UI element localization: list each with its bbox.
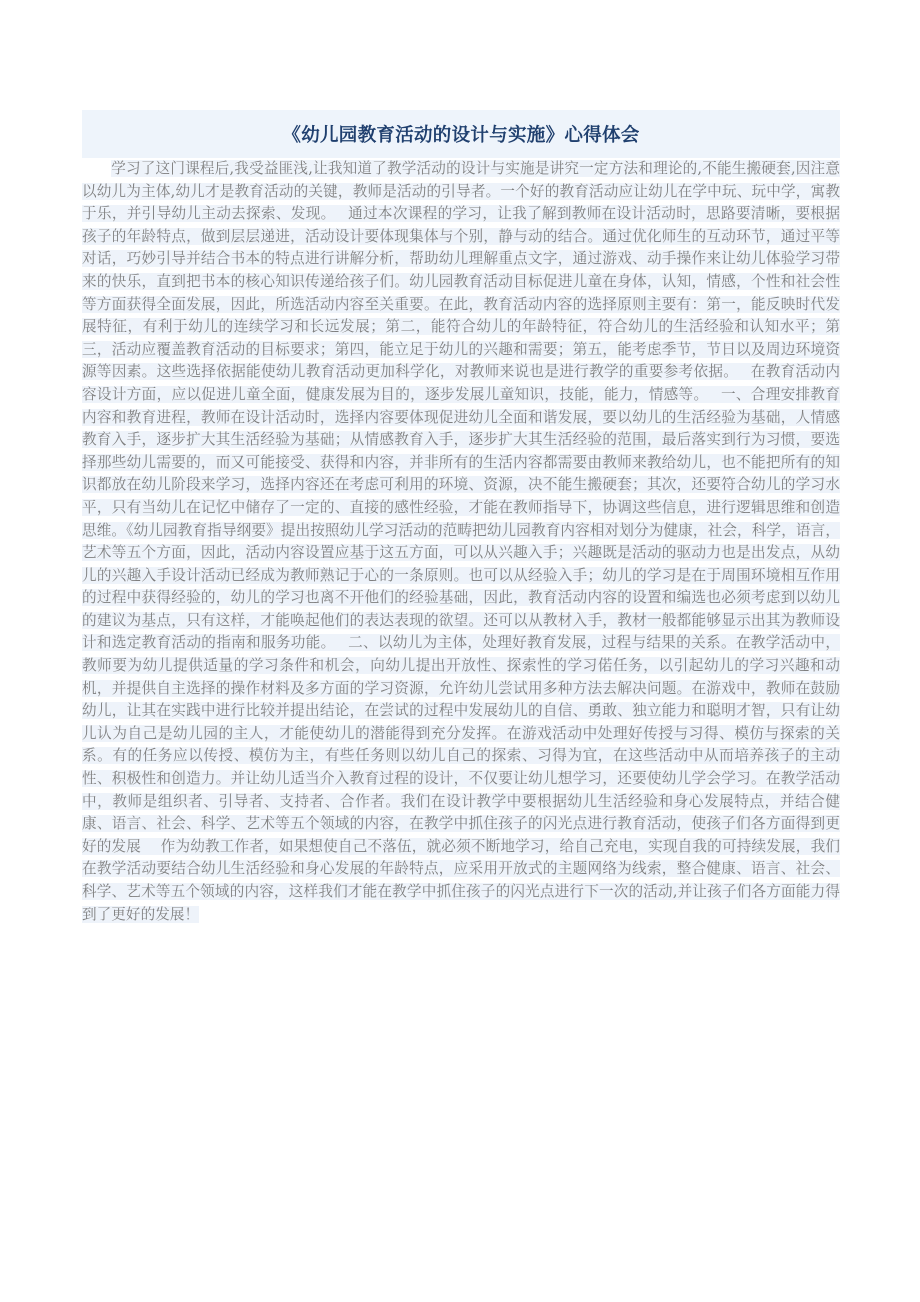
document-body (82, 158, 840, 926)
document-content (82, 110, 840, 926)
title-bar (82, 110, 840, 158)
document-title: 《幼儿园教育活动的设计与实施》心得体会 (282, 125, 640, 146)
body-paragraph: 学习了这门课程后,我受益匪浅,让我知道了教学活动的设计与实施是讲究一定方法和理论的,不能生搬硬套,因注意以幼儿为主体,幼儿才是教育活动的关键，教师是活动的引导者。一个好的教育活动应让幼儿在学中玩、玩中学，寓教于乐，并引导幼儿主动去探索、发现。 通过本次课程的学习，让我了解到教师在设计活动时，思路要清晰，要根据孩子的年龄特点，做到层层递进，活动设计要体现集体与个别，静与动的结合。通过优化师生的互动环节，通过平等对话，巧妙引导并结合书本的特点进行讲解分析，帮助幼儿理解重点文字，通过游戏、动手操作来让幼儿体验学习带来的快乐，直到把书本的核心知识传递给孩子们。幼儿园教育活动目标促进儿童在身体，认知，情感，个性和社会性等方面获得全面发展，因此，所选活动内容至关重要。在此，教育活动内容的选择原则主要有：第一，能反映时代发展特征，有利于幼儿的连续学习和长远发展；第二，能符合幼儿的年龄特征，符合幼儿的生活经验和认知水平；第三，活动应覆盖教育活动的目标要求；第四，能立足于幼儿的兴趣和需要；第五，能考虑季节，节日以及周边环境资源等因素。这些选择依据能使幼儿教育活动更加科学化，对教师来说也是进行教学的重要参考依据。 在教育活动内容设计方面，应以促进儿童全面，健康发展为目的，逐步发展儿童知识，技能，能力，情感等。 一、合理安排教育内容和教育进程，教师在设计活动时，选择内容要体现促进幼儿全面和谐发展，要以幼儿的生活经验为基础，人情感教育入手，逐步扩大其生活经验为基础；从情感教育入手，逐步扩大其生活经验的范围，最后落实到行为习惯，要选择那些幼儿需要的，而又可能接受、获得和内容，并非所有的生活内容都需要由教师来教给幼儿，也不能把所有的知识都放在幼儿阶段来学习，选择内容还在考虑可利用的环境、资源，决不能生搬硬套；其次，还要符合幼儿的学习水平，只有当幼儿在记忆中储存了一定的、直接的感性经验，才能在教师指导下，协调这些信息，进行逻辑思维和创造思维。《幼儿园教育指导纲要》提出按照幼儿学习活动的范畴把幼儿园教育内容相对划分为健康，社会，科学，语言，艺术等五个方面，因此，活动内容设置应基于这五方面，可以从兴趣入手；兴趣既是活动的驱动力也是出发点，从幼儿的兴趣入手设计活动已经成为教师熟记于心的一条原则。也可以从经验入手；幼儿的学习是在于周围环境相互作用的过程中获得经验的，幼儿的学习也离不开他们的经验基础，因此，教育活动内容的设置和编选也必须考虑到以幼儿的建议为基点，只有这样，才能唤起他们的表达表现的欲望。还可以从教材入手，教材一般都能够显示出其为教师设计和选定教育活动的指南和服务功能。 二、以幼儿为主体，处理好教育发展，过程与结果的关系。在教学活动中，教师要为幼儿提供适量的学习条件和机会，向幼儿提出开放性、探索性的学习偌任务，以引起幼儿的学习兴趣和动机，并提供自主选择的操作材料及多方面的学习资源，允许幼儿尝试用多种方法去解决问题。在游戏中，教师在鼓励幼儿，让其在实践中进行比较并提出结论，在尝试的过程中发展幼儿的自信、勇敢、独立能力和聪明才智，只有让幼儿认为自己是幼儿园的主人，才能使幼儿的潜能得到充分发挥。在游戏活动中处理好传授与习得、模仿与探索的关系。有的任务应以传授、模仿为主，有些任务则以幼儿自己的探索、习得为宜，在这些活动中从而培养孩子的主动性、积极性和创造力。并让幼儿适当介入教育过程的设计，不仅要让幼儿想学习，还要使幼儿学会学习。在教学活动中，教师是组织者、引导者、支持者、合作者。我们在设计教学中要根据幼儿生活经验和身心发展特点，并结合健康、语言、社会、科学、艺术等五个领域的内容，在教学中抓住孩子的闪光点进行教育活动，使孩子们各方面得到更好的发展 作为幼教工作者，如果想使自己不落伍，就必须不断地学习，给自己充电，实现自我的可持续发展，我们在教学活动要结合幼儿生活经验和身心发展的年龄特点，应采用开放式的主题网络为线索，整合健康、语言、社会、科学、艺术等五个领域的内容，这样我们才能在教学中抓住孩子的闪光点进行下一次的活动,并让孩子们各方面能力得到了更好的发展！ (82, 160, 840, 923)
